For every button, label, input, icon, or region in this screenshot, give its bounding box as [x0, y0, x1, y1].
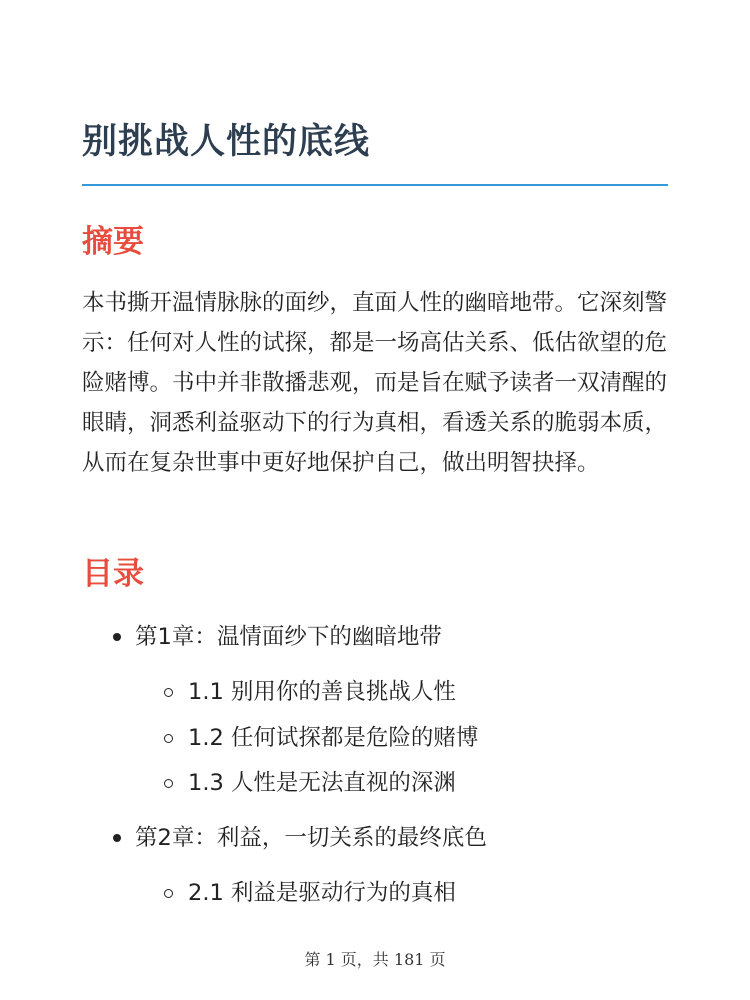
toc-section-1-1[interactable]: 1.1 别用你的善良挑战人性	[188, 679, 456, 705]
toc-chapter-1[interactable]: 第1章：温情面纱下的幽暗地带	[135, 624, 442, 650]
summary-paragraph: 本书撕开温情脉脉的面纱，直面人性的幽暗地带。它深刻警示：任何对人性的试探，都是一场高估关系、低估欲望的危险赌博。书中并非散播悲观，而是旨在赋予读者一双清醒的眼睛，洞悉利益驱动下的行为真相，看透关系的脆弱本质，从而在复杂世事中更好地保护自己，做出明智抉择。	[82, 290, 668, 476]
toc-chapter-2[interactable]: 第2章：利益，一切关系的最终底色	[135, 825, 487, 851]
summary-heading: 摘要	[82, 224, 144, 260]
bullet-circle-icon	[164, 779, 173, 788]
toc-section-1-3[interactable]: 1.3 人性是无法直视的深渊	[188, 770, 456, 796]
bullet-disc-icon	[113, 633, 121, 641]
bullet-circle-icon	[164, 688, 173, 697]
bullet-circle-icon	[164, 734, 173, 743]
document-title: 别挑战人性的底线	[82, 122, 371, 162]
bullet-disc-icon	[113, 834, 121, 842]
title-divider	[82, 184, 668, 186]
bullet-circle-icon	[164, 889, 173, 898]
page-footer: 第 1 页，共 181 页	[304, 950, 446, 969]
toc-heading: 目录	[82, 556, 144, 592]
toc-section-2-1[interactable]: 2.1 利益是驱动行为的真相	[188, 880, 456, 906]
toc-section-1-2[interactable]: 1.2 任何试探都是危险的赌博	[188, 725, 479, 751]
